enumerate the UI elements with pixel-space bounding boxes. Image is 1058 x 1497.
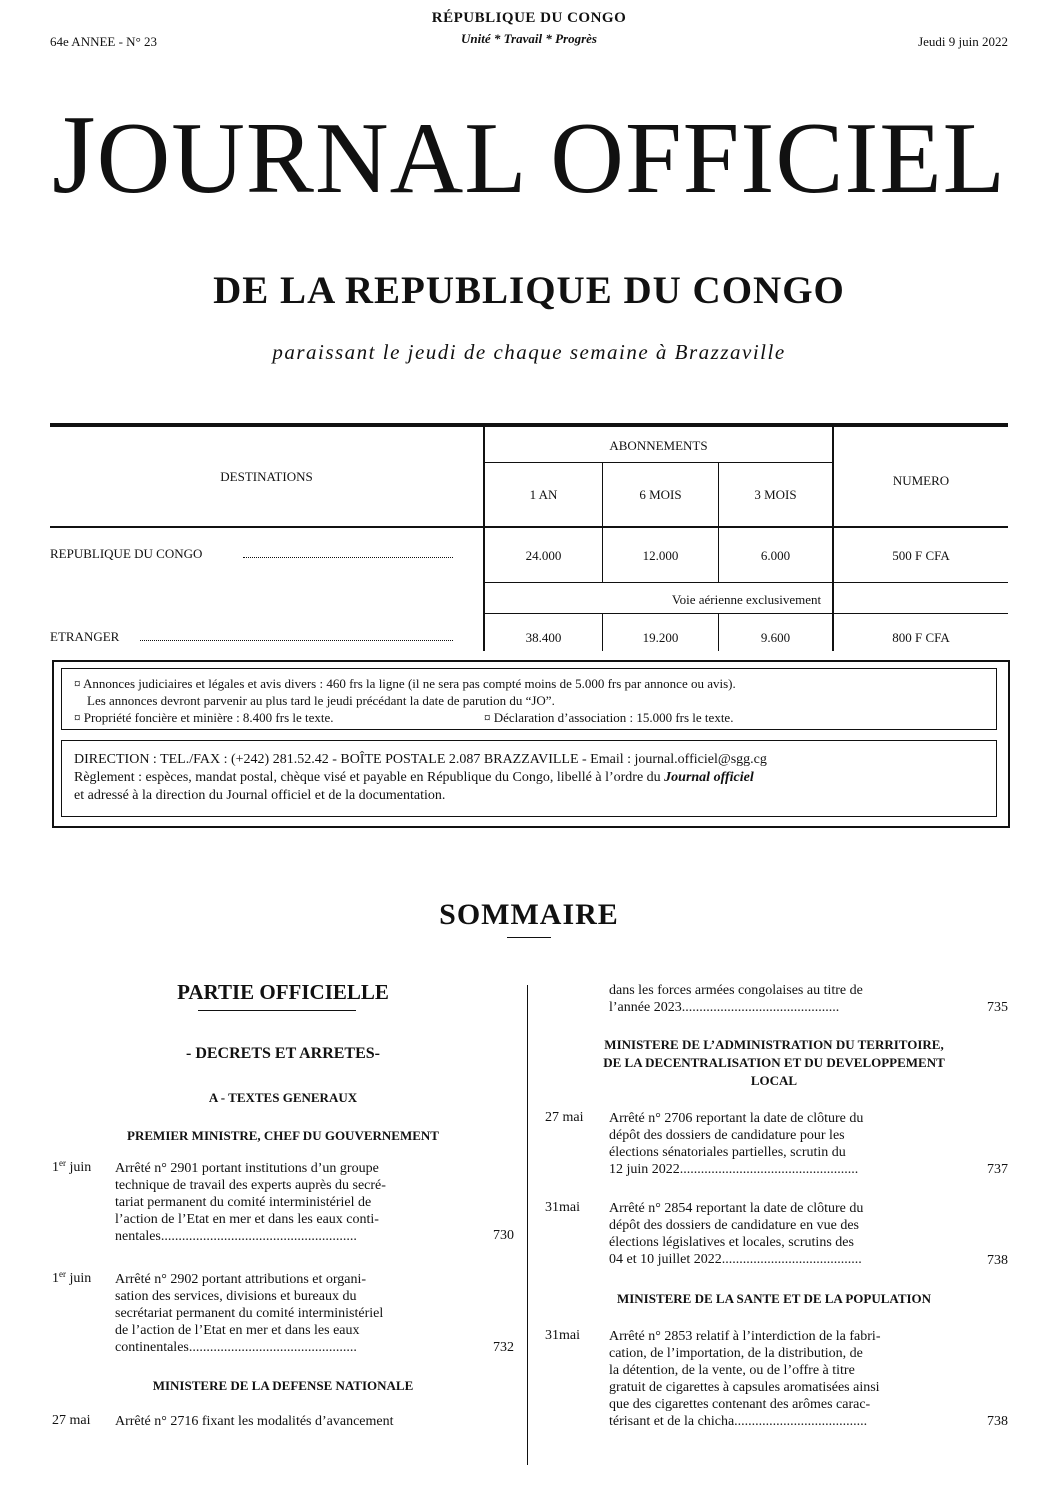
toc-entry [115,1160,465,1245]
entry-date: 31mai [545,1200,580,1215]
period-header: 3 MOIS [754,487,797,502]
table-top-rule [50,423,1008,427]
toc-entry-line: technique de travail des experts auprès du secré- [115,1178,386,1193]
column-separator [527,985,528,1465]
numero-price: 500 F CFA [892,548,950,563]
toc-entry-line: sation des services, divisions et bureaux du [115,1289,357,1304]
ministry-heading-line: MINISTERE DE L’ADMINISTRATION DU TERRITOIRE, [604,1037,944,1052]
page-number: 735 [987,1000,1008,1015]
toc-entry [115,1271,465,1356]
page-number: 738 [987,1414,1008,1429]
issue-date: Jeudi 9 juin 2022 [918,34,1008,49]
numero-header: NUMERO [892,473,950,488]
notice-line: Les annonces devront parvenir au plus tard le jeudi précédant la date de parution du “JO”. [87,693,555,708]
entry-date [52,1160,91,1176]
entry-date-day: 1 [52,1160,59,1175]
payment-terms [74,769,989,786]
air-mail-note: Voie aérienne exclusivement [671,592,822,607]
price-cell: 24.000 [525,548,562,563]
table-divider [832,427,834,651]
notice-line: ¤ Déclaration d’association : 15.000 frs le texte. [484,710,734,725]
toc-entry-line: Arrêté n° 2853 relatif à l’interdiction de la fabri- [609,1329,881,1344]
leader-dots [243,557,453,558]
toc-entry-line: Arrêté n° 2901 portant institutions d’un groupe [115,1161,379,1176]
toc-entry-line: tariat permanent du comité interministériel de [115,1195,372,1210]
partie-underline [198,1010,356,1011]
page-number: 732 [493,1340,514,1355]
toc-entry-line: l’action de l’Etat en mer et dans les eaux conti- [115,1212,379,1227]
table-rule [485,582,1008,583]
sommaire-underline [507,937,551,938]
price-cell: 38.400 [525,630,562,645]
toc-entry-line: 04 et 10 juillet 2022........................................ [609,1252,862,1267]
payment-terms-text: Règlement : espèces, mandat postal, chèque visé et payable en République du Congo, libellé à l’ordre du [74,770,665,785]
toc-entry-line: cation, de l’importation, de la distribution, de [609,1346,863,1361]
textes-generaux-heading: A - TEXTES GENERAUX [208,1090,358,1105]
price-cell: 9.600 [760,630,791,645]
journal-name-ref: Journal officiel [664,770,754,785]
republic-name: RÉPUBLIQUE DU CONGO [431,10,627,26]
destinations-header: DESTINATIONS [220,469,313,484]
notice-line: ¤ Propriété foncière et minière : 8.400 frs le texte. [74,710,334,725]
toc-entry-line: gratuit de cigarettes à capsules aromatisées ainsi [609,1380,880,1395]
toc-entry-line: de l’action de l’Etat en mer et dans les eaux [115,1323,360,1338]
toc-entry-line: secrétariat permanent du comité interministériel [115,1306,384,1321]
journal-title-rest: OURNAL OFFICIEL [96,102,1006,215]
sommaire-title: SOMMAIRE [439,898,619,931]
payment-terms-continued: et adressé à la direction du Journal officiel et de la documentation. [74,788,446,803]
toc-entry [609,1328,959,1430]
destination-label: REPUBLIQUE DU CONGO [50,546,203,561]
ministry-heading: PREMIER MINISTRE, CHEF DU GOUVERNEMENT [127,1128,439,1143]
period-header: 1 AN [529,487,558,502]
entry-date: 31mai [545,1328,580,1343]
ministry-heading: MINISTERE DE LA SANTE ET DE LA POPULATION [616,1291,932,1306]
toc-entry-line: 12 juin 2022................................................... [609,1162,859,1177]
leader-dots [140,640,453,641]
ministry-heading: MINISTERE DE LA DEFENSE NATIONALE [152,1378,414,1393]
toc-entry [609,1200,954,1268]
page-number: 737 [987,1162,1008,1177]
ministry-heading-line: LOCAL [750,1073,798,1088]
toc-entry-line: dépôt des dossiers de candidature en vue des [609,1218,859,1233]
numero-price: 800 F CFA [892,630,950,645]
toc-entry [609,1110,954,1178]
toc-entry-line: Arrêté n° 2902 portant attributions et organi- [115,1272,367,1287]
page-number: 738 [987,1253,1008,1268]
toc-entry-line: Arrêté n° 2854 reportant la date de clôture du [609,1201,864,1216]
toc-entry-line: dans les forces armées congolaises au titre de [609,983,863,998]
destination-label: ETRANGER [50,629,120,644]
toc-entry-line: élections législatives et locales, scrutins des [609,1235,854,1250]
ministry-heading [536,1036,1012,1090]
table-divider [483,427,485,651]
entry-date-sup: er [59,1269,66,1279]
issue-number: 64e ANNEE - N° 23 [50,34,158,49]
price-cell: 6.000 [760,548,791,563]
entry-date-month: juin [66,1160,92,1175]
toc-entry-line: que des cigarettes contenant des arômes carac- [609,1397,871,1412]
decrets-heading: - DECRETS ET ARRETES- [186,1045,380,1062]
period-header: 6 MOIS [639,487,682,502]
toc-entry-line: l’année 2023............................................. [609,1000,840,1015]
entry-date-sup: er [59,1158,66,1168]
price-cell: 19.200 [642,630,679,645]
toc-entry-line: nentales........................................................ [115,1229,357,1244]
national-motto: Unité * Travail * Progrès [460,31,597,46]
entry-date: 27 mai [52,1413,91,1428]
notice-line: ¤ Annonces judiciaires et légales et avis divers : 460 frs la ligne (il ne sera pas compté moins de 5.000 frs par annonce ou avis). [74,676,736,691]
price-cell: 12.000 [642,548,679,563]
page-number: 730 [493,1228,514,1243]
journal-title-initial: J [52,93,97,217]
entry-date: 27 mai [545,1110,584,1125]
toc-entry-line: dépôt des dossiers de candidature pour les [609,1128,845,1143]
entry-date [52,1271,91,1287]
journal-subtitle: DE LA REPUBLIQUE DU CONGO [213,269,845,312]
ministry-heading-line: DE LA DECENTRALISATION ET DU DEVELOPPEMENT [603,1055,945,1070]
toc-entry-line: continentales................................................ [115,1340,357,1355]
table-rule [50,526,1008,528]
toc-entry-line: térisant et de la chicha...................................... [609,1414,868,1429]
abonnements-header: ABONNEMENTS [609,438,708,453]
journal-title [0,93,1058,217]
table-rule [485,462,832,463]
toc-entry-line: Arrêté n° 2716 fixant les modalités d’avancement [115,1414,394,1429]
toc-entry-line: Arrêté n° 2706 reportant la date de clôture du [609,1111,864,1126]
toc-entry-line: élections sénatoriales partielles, scrutin du [609,1145,846,1160]
table-rule [485,613,1008,614]
entry-date-day: 1 [52,1271,59,1286]
toc-entry-line: la détention, de la vente, ou de l’offre à titre [609,1363,855,1378]
publication-tagline: paraissant le jeudi de chaque semaine à Brazzaville [272,340,786,364]
toc-entry-continued [609,982,949,1016]
direction-contact: DIRECTION : TEL./FAX : (+242) 281.52.42 - BOÎTE POSTALE 2.087 BRAZZAVILLE - Email : journal.officiel@sgg.cg [74,752,767,767]
partie-officielle-heading: PARTIE OFFICIELLE [177,980,389,1004]
entry-date-month: juin [66,1271,92,1286]
